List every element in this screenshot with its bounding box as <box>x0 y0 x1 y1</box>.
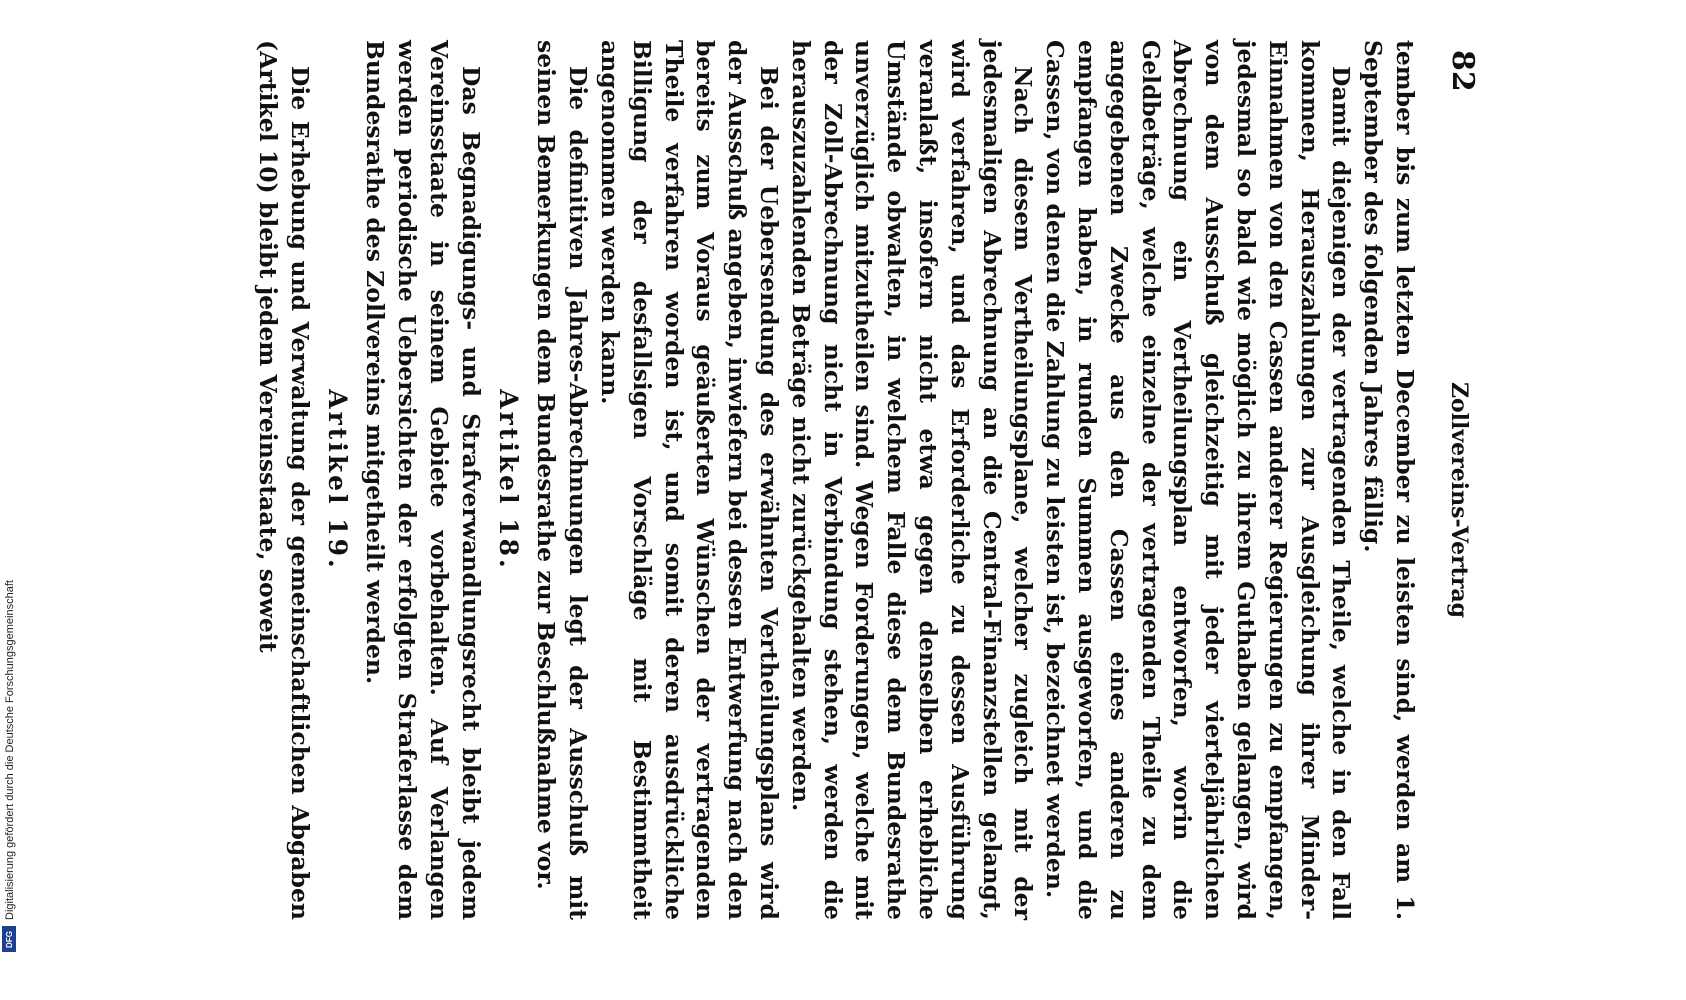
digitization-credit <box>2 550 26 920</box>
article-18-heading: Artikel 18. <box>493 389 523 571</box>
rotated-page <box>210 40 1480 960</box>
dfg-logo <box>2 926 16 952</box>
article-19-heading: Artikel 19. <box>322 389 352 571</box>
page-number: 82 <box>1445 50 1480 92</box>
paragraph: Nach diesem Vertheilungsplane, welcher zugleich mit der jedesmaligen Abrechnung an die Central-Finanzstellen gelangt, wird verfahren, und das Erforderliche zu dessen Ausführung veranlaßt, insofern nicht etwa gegen denselben erhebliche Umstände obwalten, in welchem Falle diese dem Bundesrathe unverzüglich mitzutheilen sind. Wegen Forderungen, welche mit der Zoll-Abrechnung nicht in Verbindung stehen, werden die herauszuzahlenden Beträge nicht zurückgehalten werden. <box>786 40 1038 920</box>
article-18-text: Das Begnadigungs- und Strafverwandlungsrecht bleibt jedem Vereinsstaate in seinem Gebiete vorbehalten. Auf Verlangen werden periodische Uebersichten der erfolgten Straferlasse dem Bundesrathe des Zollvereins mitgetheilt werden. <box>361 40 485 920</box>
paragraph: tember bis zum letzten December zu leisten sind, werden am 1. September des folgenden Jahres fällig. <box>1359 40 1419 920</box>
article-19-text: Die Erhebung und Verwaltung der gemeinschaftlichen Abgaben (Artikel 10) bleibt jedem Vereinsstaate, soweit <box>254 40 314 920</box>
paragraph: Bei der Uebersendung des erwähnten Vertheilungsplans wird der Ausschuß angeben, inwiefern bei dessen Entwerfung nach den bereits zum Voraus geäußerten Wünschen der vertragenden Theile verfahren worden ist, und somit deren ausdrückliche Billigung der desfallsigen Vorschläge mit Bestimmtheit angenommen werden kann. <box>596 40 784 920</box>
page-body <box>251 40 1420 920</box>
digitization-credit-text: Digitalisierung gefördert durch die Deutsche Forschungsgemeinschaft <box>4 580 16 920</box>
paragraph: Die definitiven Jahres-Abrechnungen legt der Ausschuß mit seinen Bemerkungen dem Bundesrathe zur Beschlußnahme vor. <box>532 40 593 920</box>
dfg-logo-text: DFG <box>4 930 14 948</box>
paragraph: Damit diejenigen der vertragenden Theile, welche in den Fall kommen, Herauszahlungen zur Ausgleichung ihrer Minder-Einnahmen von den Cassen anderer Regierungen zu empfangen, jedesmal so bald wie möglich zu ihrem Guthaben gelangen, wird von dem Ausschuß gleichzeitig mit jeder vierteljährlichen Abrechnung ein Vertheilungsplan entworfen, worin die Geldbeträge, welche einzelne der vertragenden Theile zu dem angegebenen Zwecke aus den Cassen eines anderen zu empfangen haben, in runden Summen ausgeworfen, und die Cassen, von denen die Zahlung zu leisten ist, bezeichnet werden. <box>1041 40 1356 920</box>
running-head: Zollvereins-Vertrag <box>1446 381 1472 619</box>
